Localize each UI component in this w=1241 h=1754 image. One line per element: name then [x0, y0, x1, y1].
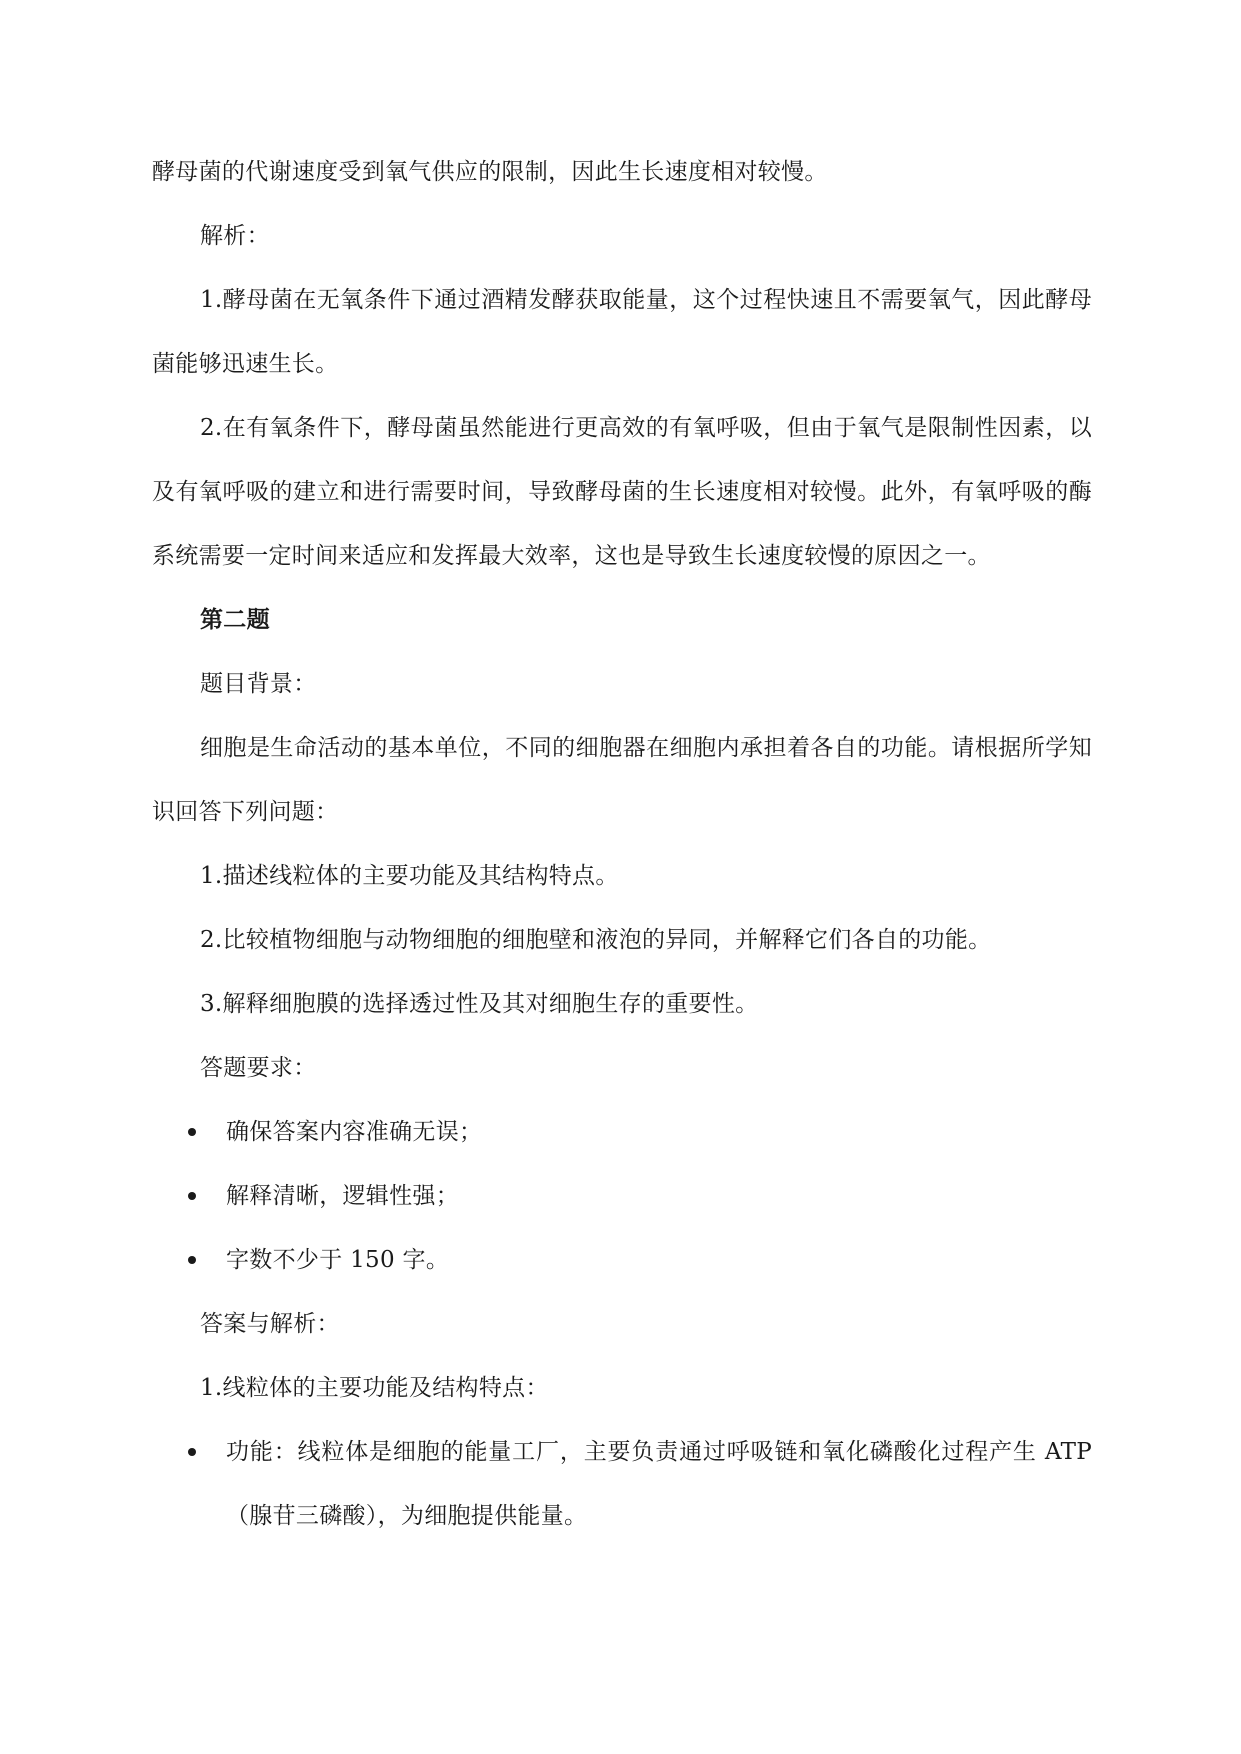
- analysis-point-2: 2.在有氧条件下，酵母菌虽然能进行更高效的有氧呼吸，但由于氧气是限制性因素，以及有氧呼吸的建立和进行需要时间，导致酵母菌的生长速度相对较慢。此外，有氧呼吸的酶系统需要一定时间来适应和发挥最大效率，这也是导致生长速度较慢的原因之一。: [152, 415, 1092, 569]
- requirement-item: [152, 1164, 1092, 1228]
- label-requirements: 答题要求：: [200, 1055, 317, 1081]
- answer-1-function-text: 功能：线粒体是细胞的能量工厂，主要负责通过呼吸链和氧化磷酸化过程产生 ATP（腺苷三磷酸），为细胞提供能量。: [226, 1439, 1092, 1529]
- question-3: 3.解释细胞膜的选择透过性及其对细胞生存的重要性。: [200, 991, 759, 1017]
- answer-1-title: 1.线粒体的主要功能及结构特点：: [200, 1375, 549, 1401]
- requirement-text: 字数不少于 150 字。: [226, 1247, 450, 1273]
- requirement-item: [152, 1228, 1092, 1292]
- requirement-item: [152, 1100, 1092, 1164]
- bullet-icon: [188, 1128, 196, 1136]
- question-1: 1.描述线粒体的主要功能及其结构特点。: [200, 863, 619, 889]
- bullet-icon: [188, 1256, 196, 1264]
- background-paragraph: 细胞是生命活动的基本单位，不同的细胞器在细胞内承担着各自的功能。请根据所学知识回答下列问题：: [152, 735, 1092, 825]
- answer-1-function-item: [152, 1420, 1092, 1548]
- bullet-icon: [188, 1448, 196, 1456]
- requirement-text: 解释清晰，逻辑性强；: [226, 1183, 459, 1209]
- document-body: [152, 140, 1092, 1548]
- bullet-icon: [188, 1192, 196, 1200]
- question-2: 2.比较植物细胞与动物细胞的细胞壁和液泡的异同，并解释它们各自的功能。: [200, 927, 992, 953]
- label-analysis: 解析：: [200, 223, 270, 249]
- label-answer: 答案与解析：: [200, 1311, 340, 1337]
- section-heading: 第二题: [200, 606, 270, 633]
- analysis-point-1: 1.酵母菌在无氧条件下通过酒精发酵获取能量，这个过程快速且不需要氧气，因此酵母菌能够迅速生长。: [152, 287, 1092, 377]
- paragraph-intro: 酵母菌的代谢速度受到氧气供应的限制，因此生长速度相对较慢。: [152, 159, 828, 185]
- label-background: 题目背景：: [200, 671, 317, 697]
- requirement-text: 确保答案内容准确无误；: [226, 1119, 483, 1145]
